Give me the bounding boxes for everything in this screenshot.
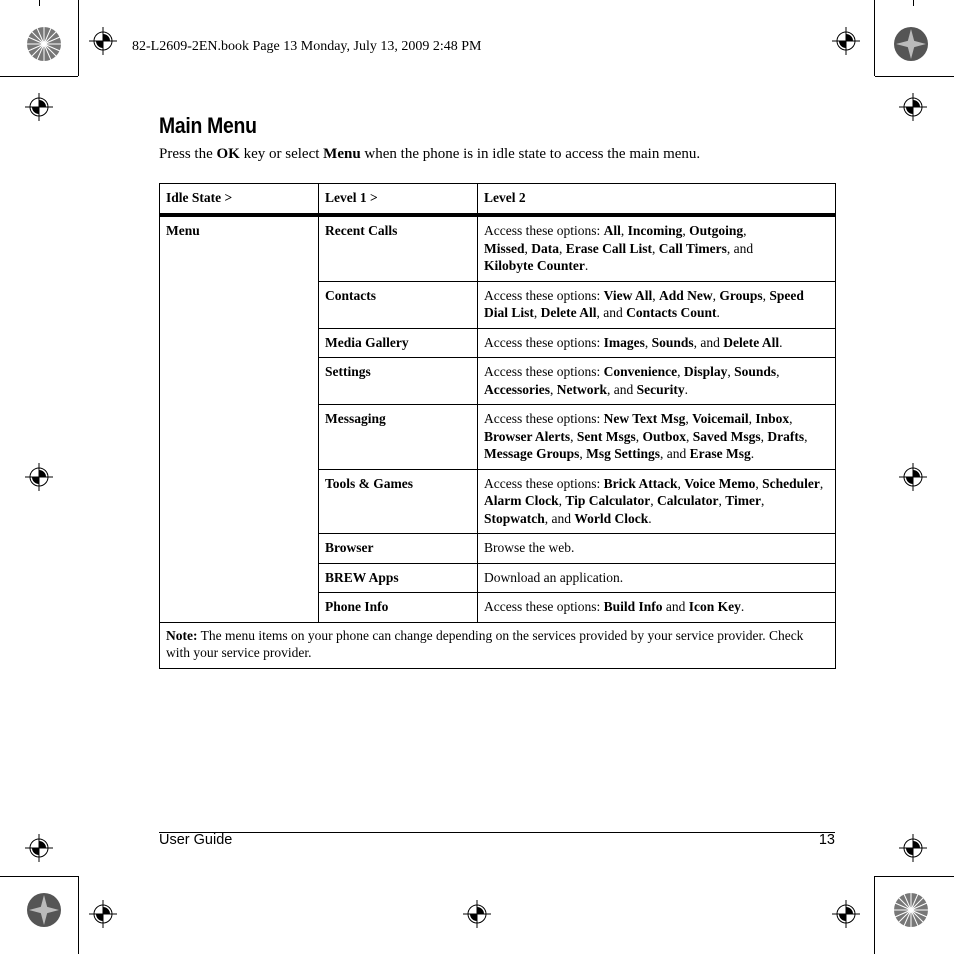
option-text: , and xyxy=(726,240,754,256)
intro-text: Press the xyxy=(159,146,217,162)
option-text: Access these options: xyxy=(484,223,604,238)
footer-rule xyxy=(159,832,835,833)
level2-cell xyxy=(478,405,836,470)
idle-state-cell: Menu xyxy=(160,215,319,622)
option-text: and xyxy=(662,599,689,614)
option-name: Browser Alerts xyxy=(484,428,571,444)
intro-paragraph xyxy=(159,146,700,163)
option-text: , and xyxy=(606,381,637,397)
option-name: Speed Dial List xyxy=(484,287,804,320)
option-name: Saved Msgs xyxy=(692,428,761,444)
option-text: . xyxy=(779,334,783,350)
option-name: Build Info xyxy=(603,599,663,614)
level1-cell: Messaging xyxy=(319,405,478,470)
option-text: Access these options: xyxy=(484,287,604,303)
option-name: View All xyxy=(603,287,653,303)
option-text: Access these options: xyxy=(484,334,604,350)
option-text: , xyxy=(789,411,793,426)
registration-mark-icon xyxy=(899,93,927,121)
option-text: , xyxy=(620,223,628,238)
page-title: Main Menu xyxy=(159,113,257,138)
option-text: , xyxy=(819,475,824,491)
option-name: Alarm Clock xyxy=(484,493,559,508)
option-text: . xyxy=(740,599,745,614)
option-name: World Clock xyxy=(574,510,649,526)
option-name: Outgoing xyxy=(689,223,744,238)
option-name: Brick Attack xyxy=(603,475,678,491)
registration-mark-icon xyxy=(899,463,927,491)
option-text: , xyxy=(748,411,756,426)
starburst-mark-icon xyxy=(26,892,62,928)
option-name: Inbox xyxy=(755,411,790,426)
level2-cell xyxy=(478,534,836,564)
option-name: Missed xyxy=(484,240,525,256)
option-name: Erase Msg xyxy=(689,446,751,461)
option-name: Add New xyxy=(658,287,713,303)
level2-cell xyxy=(478,563,836,593)
option-text: , xyxy=(652,240,659,256)
option-text: , xyxy=(727,364,735,379)
level1-cell: Recent Calls xyxy=(319,215,478,281)
table-row xyxy=(160,215,836,281)
level2-cell xyxy=(478,358,836,405)
note-label: Note: xyxy=(166,627,198,643)
level1-cell: Browser xyxy=(319,534,478,564)
level2-cell xyxy=(478,593,836,623)
page-number: 13 xyxy=(818,832,835,848)
option-text: Access these options: xyxy=(484,475,604,491)
option-text: , xyxy=(718,493,726,508)
header-level-2: Level 2 xyxy=(478,184,836,216)
option-text: , xyxy=(635,428,643,444)
note-row xyxy=(160,622,836,668)
option-name: Tip Calculator xyxy=(565,493,651,508)
option-text: . xyxy=(684,381,688,397)
option-text: , xyxy=(760,428,768,444)
option-text: , and xyxy=(693,334,724,350)
option-text: , xyxy=(685,411,693,426)
level2-cell xyxy=(478,469,836,534)
level1-cell: BREW Apps xyxy=(319,563,478,593)
option-text: , xyxy=(677,475,685,491)
option-name: All xyxy=(603,223,621,238)
starburst-mark-icon xyxy=(26,26,62,62)
option-name: Contacts Count xyxy=(626,305,717,320)
intro-text: when the phone is in idle state to access the main menu. xyxy=(360,146,701,162)
table-header-row xyxy=(160,184,836,216)
option-text: , xyxy=(677,364,684,379)
option-name: Voice Memo xyxy=(684,475,756,491)
header-level-1: Level 1 > xyxy=(319,184,478,216)
registration-mark-icon xyxy=(25,463,53,491)
intro-text: key or select xyxy=(239,146,324,162)
option-text: , xyxy=(776,364,780,379)
option-name: Timer xyxy=(725,493,762,508)
option-text: , xyxy=(804,428,808,444)
option-text: , xyxy=(524,240,532,256)
starburst-mark-icon xyxy=(893,892,929,928)
option-name: Outbox xyxy=(642,428,687,444)
level2-cell xyxy=(478,328,836,358)
option-text: Browse the web. xyxy=(484,540,575,555)
option-text: , xyxy=(559,240,566,256)
option-name: Delete All xyxy=(723,334,780,350)
option-text: , xyxy=(762,287,770,303)
option-text: . xyxy=(750,446,755,461)
option-name: Convenience xyxy=(603,364,678,379)
option-name: Network xyxy=(556,381,607,397)
option-text: . xyxy=(716,305,720,320)
level1-cell: Tools & Games xyxy=(319,469,478,534)
option-name: Icon Key xyxy=(688,599,741,614)
option-name: Incoming xyxy=(627,223,683,238)
option-text: , xyxy=(650,493,658,508)
option-text: , xyxy=(712,287,720,303)
menu-label: Menu xyxy=(323,146,361,162)
option-text: . xyxy=(584,258,589,273)
registration-mark-icon xyxy=(899,834,927,862)
note-cell xyxy=(160,622,836,668)
registration-mark-icon xyxy=(832,900,860,928)
option-text: . xyxy=(648,510,652,526)
option-name: Sounds xyxy=(734,364,777,379)
option-name: Security xyxy=(636,381,685,397)
option-name: Groups xyxy=(719,287,763,303)
level1-cell: Contacts xyxy=(319,281,478,328)
option-name: Scheduler xyxy=(762,475,820,491)
option-name: New Text Msg xyxy=(603,411,686,426)
print-header: 82-L2609-2EN.book Page 13 Monday, July 13, 2009 2:48 PM xyxy=(132,39,482,54)
option-name: Calculator xyxy=(657,493,719,508)
option-text: , xyxy=(652,287,659,303)
level1-cell: Phone Info xyxy=(319,593,478,623)
option-text: , and xyxy=(660,446,690,461)
option-name: Call Timers xyxy=(658,240,727,256)
option-name: Drafts xyxy=(767,428,805,444)
option-text: , xyxy=(761,493,765,508)
option-name: Display xyxy=(683,364,728,379)
registration-mark-icon xyxy=(89,27,117,55)
option-text: Access these options: xyxy=(484,599,604,614)
option-text: , xyxy=(644,334,652,350)
header-idle-state: Idle State > xyxy=(160,184,319,216)
registration-mark-icon xyxy=(832,27,860,55)
option-text: , xyxy=(579,446,587,461)
option-text: , xyxy=(558,493,566,508)
registration-mark-icon xyxy=(25,834,53,862)
option-name: Stopwatch xyxy=(484,510,545,526)
option-name: Message Groups xyxy=(484,446,580,461)
option-text: Access these options: xyxy=(484,411,604,426)
option-name: Sounds xyxy=(651,334,694,350)
option-text: , xyxy=(570,428,577,444)
option-name: Sent Msgs xyxy=(576,428,636,444)
option-name: Voicemail xyxy=(692,411,749,426)
ok-key-label: OK xyxy=(216,146,240,162)
level1-cell: Settings xyxy=(319,358,478,405)
option-name: Kilobyte Counter xyxy=(484,258,585,273)
footer-guide-title: User Guide xyxy=(159,832,233,848)
option-text: Access these options: xyxy=(484,364,604,379)
level1-cell: Media Gallery xyxy=(319,328,478,358)
option-text: , xyxy=(549,381,557,397)
option-text: , xyxy=(743,223,747,238)
option-name: Images xyxy=(603,334,645,350)
note-text: The menu items on your phone can change depending on the services provided by your service provider. Check with your service provider. xyxy=(166,627,804,660)
option-text: , xyxy=(533,305,541,320)
option-text: , xyxy=(686,428,693,444)
option-text: , and xyxy=(544,510,575,526)
option-text: , and xyxy=(596,305,627,320)
option-name: Delete All xyxy=(540,305,597,320)
level2-cell xyxy=(478,281,836,328)
option-text: Download an application. xyxy=(484,569,624,585)
registration-mark-icon xyxy=(89,900,117,928)
option-name: Msg Settings xyxy=(586,446,661,461)
option-name: Erase Call List xyxy=(565,240,652,256)
registration-mark-icon xyxy=(463,900,491,928)
option-text: , xyxy=(682,223,690,238)
option-name: Data xyxy=(531,240,559,256)
option-text: , xyxy=(755,475,763,491)
level2-cell xyxy=(478,215,836,281)
main-menu-table xyxy=(159,183,836,669)
table-body xyxy=(160,215,836,622)
starburst-mark-icon xyxy=(893,26,929,62)
registration-mark-icon xyxy=(25,93,53,121)
option-name: Accessories xyxy=(484,381,550,397)
